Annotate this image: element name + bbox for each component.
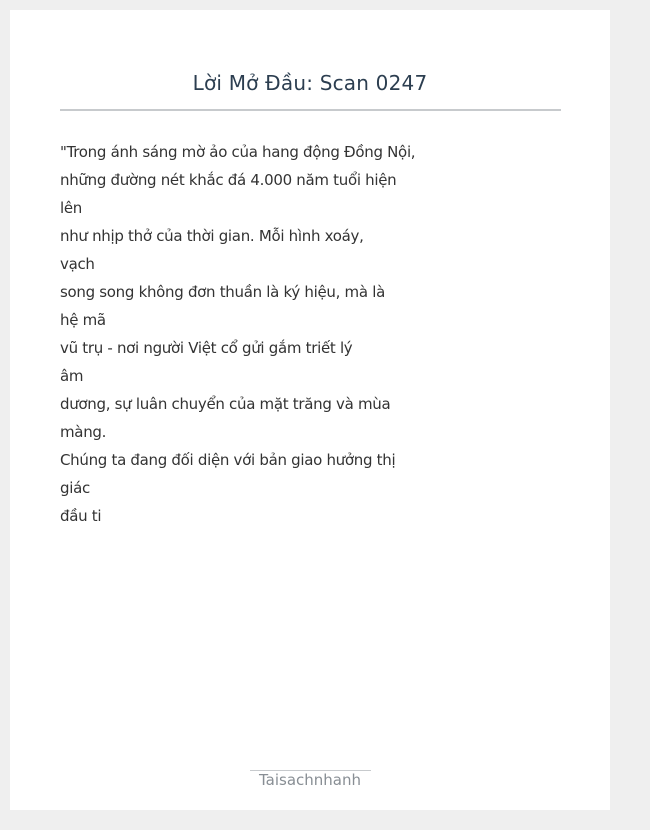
document-page [10, 10, 610, 810]
text-line: những đường nét khắc đá 4.000 năm tuổi hiện [60, 171, 397, 189]
page-title: Lời Mở Đầu: Scan 0247 [192, 71, 428, 95]
text-line: giác [60, 479, 90, 497]
text-line: âm [60, 367, 84, 385]
text-line: hệ mã [60, 311, 106, 329]
text-line: như nhịp thở của thời gian. Mỗi hình xoáy, [60, 227, 364, 245]
text-line: đầu ti [60, 507, 102, 525]
text-line: vũ trụ - nơi người Việt cổ gửi gắm triết lý [60, 339, 353, 357]
text-line: Chúng ta đang đối diện với bản giao hưởng thị [60, 451, 396, 469]
body-text [60, 138, 420, 530]
text-line: "Trong ánh sáng mờ ảo của hang động Đồng Nội, [60, 143, 416, 161]
title-divider [60, 109, 561, 111]
text-line: lên [60, 199, 83, 217]
text-line: song song không đơn thuần là ký hiệu, mà là [60, 283, 385, 301]
footer-text: Taisachnhanh [258, 771, 362, 789]
text-line: màng. [60, 423, 107, 441]
text-line: vạch [60, 255, 95, 273]
text-line: dương, sự luân chuyển của mặt trăng và mùa [60, 395, 391, 413]
